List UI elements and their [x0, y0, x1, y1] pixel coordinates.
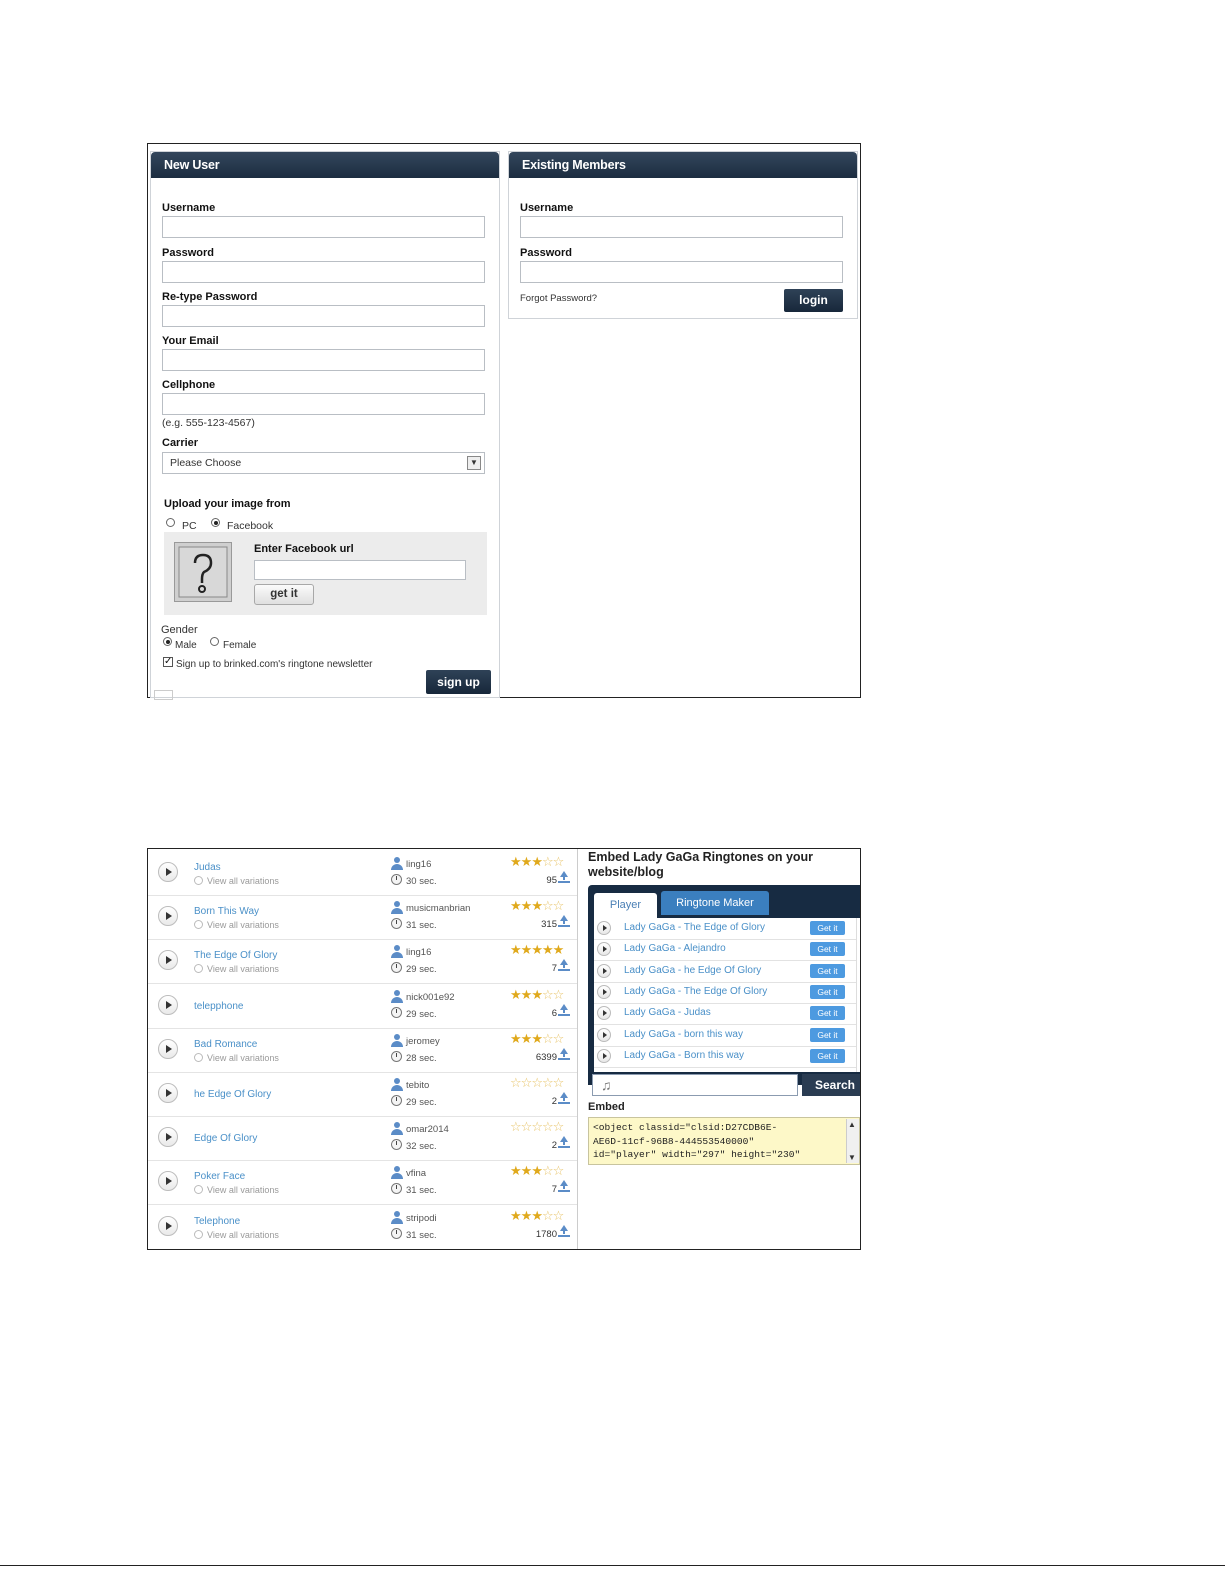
download-icon[interactable]: [558, 1092, 570, 1105]
star-icon: ☆: [541, 1163, 553, 1179]
retype-password-label: Re-type Password: [162, 291, 258, 303]
duration: 31 sec.: [406, 1229, 437, 1241]
download-stem: [563, 1230, 565, 1234]
play-button[interactable]: [158, 906, 178, 926]
embed-code-textarea[interactable]: <object classid="clsid:D27CDB6E- AE6D-11cf-96B8-444553540000" id="player" width="297" height="230": [588, 1117, 860, 1165]
clock-icon: [391, 874, 402, 885]
play-button[interactable]: [597, 1006, 611, 1020]
star-icon: ★: [510, 942, 521, 958]
clock-icon: [391, 1139, 402, 1150]
uploader-name[interactable]: vfina: [406, 1168, 427, 1180]
new-user-header: New User: [151, 152, 499, 178]
star-icon: ★: [531, 854, 542, 869]
embed-widget: [588, 885, 861, 1093]
widget-song-row: [594, 982, 856, 1004]
star-icon: ☆: [541, 1075, 553, 1090]
gender-female-label: Female: [223, 640, 257, 651]
get-it-button[interactable]: Get it: [810, 921, 845, 935]
ringtone-row: [148, 939, 577, 984]
get-it-button[interactable]: Get it: [810, 942, 845, 956]
star-icon: ☆: [552, 1207, 564, 1223]
user-icon-body: [391, 908, 403, 914]
star-icon: ★: [520, 986, 532, 1002]
download-icon[interactable]: [558, 871, 570, 884]
star-icon: ☆: [541, 1207, 553, 1223]
embed-title: Embed Lady GaGa Ringtones on your website/blog: [588, 850, 814, 879]
password-field[interactable]: [162, 261, 485, 283]
star-icon: ★: [520, 1030, 532, 1046]
email-field[interactable]: [162, 349, 485, 371]
download-icon[interactable]: [558, 1225, 570, 1238]
star-icon: ☆: [541, 854, 553, 869]
download-count: 315: [541, 919, 557, 931]
ringtone-title-link[interactable]: Judas: [194, 862, 221, 873]
star-icon: ☆: [531, 1075, 542, 1090]
facebook-url-label: Enter Facebook url: [254, 543, 354, 555]
widget-song-link[interactable]: Lady GaGa - The Edge Of Glory: [624, 985, 768, 997]
rating-stars: [510, 988, 563, 1002]
ringtone-title-link[interactable]: Edge Of Glory: [194, 1133, 258, 1145]
tab-player[interactable]: Player: [594, 893, 657, 918]
play-button[interactable]: [597, 964, 611, 978]
rating-stars: [510, 1209, 563, 1223]
gender-label: Gender: [161, 624, 198, 636]
ringtone-row: [148, 1072, 577, 1117]
download-icon[interactable]: [558, 1048, 570, 1061]
download-stem: [563, 964, 565, 968]
download-count: 7: [551, 1184, 557, 1196]
play-button[interactable]: [597, 1028, 611, 1042]
ringtone-row: [148, 984, 577, 1029]
download-stem: [563, 1009, 565, 1013]
ringtone-row: [148, 851, 577, 896]
rating-stars: [510, 855, 563, 869]
uploader-name[interactable]: ling16: [406, 859, 432, 870]
view-variations-link[interactable]: View all variations: [194, 876, 279, 886]
embed-code-scrollbar[interactable]: [846, 1119, 859, 1163]
ringtone-title-link[interactable]: Born This Way: [194, 906, 260, 918]
star-icon: ☆: [552, 1030, 564, 1046]
duration: 31 sec.: [406, 920, 437, 932]
widget-song-link[interactable]: Lady GaGa - born this way: [624, 1028, 743, 1040]
download-count: 2: [551, 1096, 557, 1107]
download-icon[interactable]: [558, 1136, 570, 1149]
gender-male-label: Male: [175, 640, 197, 651]
star-icon: ★: [520, 1163, 532, 1179]
corner-fragment: [154, 690, 173, 700]
login-password-label: Password: [520, 247, 572, 259]
star-icon: ★: [510, 898, 521, 914]
user-icon: [390, 990, 404, 1004]
star-icon: ★: [510, 1207, 521, 1223]
widget-song-row: [594, 918, 856, 940]
uploader-name[interactable]: jeromey: [406, 1035, 440, 1047]
uploader-name[interactable]: musicmanbrian: [406, 903, 471, 915]
view-variations-link[interactable]: View all variations: [194, 964, 279, 974]
cellphone-field[interactable]: [162, 393, 485, 415]
user-icon-body: [391, 997, 403, 1003]
download-stem: [563, 876, 565, 880]
user-icon-head: [394, 1211, 400, 1217]
password-label: Password: [162, 247, 214, 259]
star-icon: ★: [531, 1163, 542, 1179]
existing-members-panel: [508, 151, 858, 319]
duration: 31 sec.: [406, 1185, 437, 1197]
email-label: Your Email: [162, 335, 219, 347]
ringtone-title-link[interactable]: The Edge Of Glory: [194, 950, 278, 962]
widget-song-link[interactable]: Lady GaGa - The Edge of Glory: [624, 922, 766, 933]
user-icon-body: [391, 952, 403, 958]
carrier-label: Carrier: [162, 437, 199, 449]
widget-song-row: [594, 1025, 856, 1047]
user-icon: [390, 1211, 404, 1225]
user-icon: [390, 901, 404, 915]
rating-stars: [510, 1120, 563, 1134]
user-icon-head: [394, 1166, 400, 1172]
get-it-button[interactable]: get it: [254, 584, 314, 605]
download-base: [558, 1146, 570, 1148]
login-password-field[interactable]: [520, 261, 843, 283]
download-count: 6: [551, 1007, 557, 1019]
get-it-button[interactable]: Get it: [810, 985, 845, 999]
clock-icon: [391, 1183, 402, 1194]
star-icon: ★: [510, 1030, 521, 1046]
download-base: [558, 1102, 570, 1104]
ringtone-title-link[interactable]: Bad Romance: [194, 1038, 258, 1050]
play-button[interactable]: [158, 1216, 178, 1236]
star-icon: ☆: [541, 1030, 553, 1046]
duration: 28 sec.: [406, 1052, 437, 1064]
clock-icon: [391, 918, 402, 929]
widget-song-list: [594, 918, 861, 1072]
forgot-password-link[interactable]: Forgot Password?: [520, 293, 598, 304]
rating-stars: [510, 1164, 563, 1178]
user-icon: [390, 857, 404, 871]
widget-scrollbar[interactable]: [856, 918, 861, 1072]
download-base: [558, 925, 570, 927]
cellphone-label: Cellphone: [162, 379, 216, 391]
widget-song-row: [594, 1046, 856, 1068]
play-button[interactable]: [597, 1049, 611, 1063]
play-button[interactable]: [597, 921, 611, 935]
user-icon-head: [394, 1078, 400, 1084]
ringtone-row: [148, 895, 577, 940]
widget-song-link[interactable]: Lady GaGa - Alejandro: [624, 943, 726, 955]
download-base: [558, 1190, 570, 1192]
uploader-name[interactable]: stripodi: [406, 1212, 437, 1224]
star-icon: ★: [520, 898, 532, 914]
uploader-name[interactable]: ling16: [406, 947, 432, 959]
signup-button[interactable]: sign up: [426, 670, 491, 694]
upload-pc-label: PC: [182, 520, 197, 532]
ringtone-title-link[interactable]: Telephone: [194, 1215, 241, 1227]
ringtone-row: [148, 1205, 577, 1250]
download-icon[interactable]: [558, 959, 570, 972]
widget-song-row: [594, 961, 856, 983]
user-icon-head: [394, 990, 400, 996]
play-button[interactable]: [158, 950, 178, 970]
download-count: 1780: [535, 1228, 557, 1240]
star-icon: ☆: [510, 1075, 521, 1090]
upload-facebook-label: Facebook: [227, 520, 274, 532]
carrier-selected-value: Please Choose: [170, 457, 242, 469]
uploader-name[interactable]: tebito: [406, 1080, 430, 1091]
star-icon: ★: [531, 1030, 542, 1046]
user-icon-body: [391, 864, 403, 870]
get-it-button[interactable]: Get it: [810, 1006, 845, 1020]
duration: 29 sec.: [406, 964, 437, 976]
download-count: 2: [551, 1140, 557, 1152]
star-icon: ★: [552, 942, 564, 958]
star-icon: ★: [520, 854, 532, 869]
play-button[interactable]: [158, 1039, 178, 1059]
user-icon-head: [394, 901, 400, 907]
download-base: [558, 1058, 570, 1060]
widget-song-row: [594, 939, 856, 961]
rating-stars: [510, 1032, 563, 1046]
login-username-field[interactable]: [520, 216, 843, 238]
page-footer-rule: [0, 1565, 1225, 1566]
widget-song-link[interactable]: Lady GaGa - he Edge Of Glory: [624, 964, 762, 976]
star-icon: ★: [510, 854, 521, 869]
star-icon: ☆: [552, 986, 564, 1002]
play-button[interactable]: [158, 1171, 178, 1191]
music-note-icon: ♫: [601, 1077, 612, 1093]
ringtone-title-link[interactable]: Poker Face: [194, 1171, 246, 1183]
user-icon-head: [394, 945, 400, 951]
user-icon-head: [394, 1034, 400, 1040]
ringtone-row: [148, 1160, 577, 1205]
ringtone-row: [148, 1116, 577, 1161]
star-icon: ☆: [552, 1163, 564, 1179]
user-icon-body: [391, 1173, 403, 1179]
upload-facebook-radio[interactable]: [211, 518, 220, 527]
star-icon: ☆: [531, 1119, 542, 1135]
download-base: [558, 969, 570, 971]
play-button[interactable]: [158, 1083, 178, 1103]
widget-search-input[interactable]: [592, 1074, 798, 1096]
avatar-placeholder: [174, 542, 232, 602]
user-icon: [390, 1078, 404, 1092]
upload-label: Upload your image from: [164, 498, 291, 510]
play-button[interactable]: [158, 862, 178, 882]
star-icon: ☆: [541, 986, 553, 1002]
star-icon: ☆: [541, 1119, 553, 1135]
download-stem: [563, 1097, 565, 1101]
duration: 32 sec.: [406, 1141, 437, 1153]
widget-song-row: [594, 1003, 856, 1025]
user-icon: [390, 945, 404, 959]
star-icon: ☆: [541, 898, 553, 914]
star-icon: ☆: [520, 1075, 532, 1090]
account-screenshot: [147, 143, 861, 698]
view-variations-link[interactable]: View all variations: [194, 1230, 279, 1240]
view-variations-link[interactable]: View all variations: [194, 1185, 279, 1195]
star-icon: ☆: [552, 1075, 564, 1090]
gender-female-radio[interactable]: [210, 637, 219, 646]
ringtone-row: [148, 1028, 577, 1073]
facebook-url-field[interactable]: [254, 560, 466, 580]
download-stem: [563, 920, 565, 924]
star-icon: ★: [531, 942, 542, 958]
existing-members-header: Existing Members: [509, 152, 857, 178]
new-user-panel: [150, 151, 500, 698]
user-icon-body: [391, 1041, 403, 1047]
view-variations-link[interactable]: View all variations: [194, 1053, 279, 1063]
chevron-down-icon: ▼: [467, 456, 481, 470]
download-count: 7: [551, 963, 557, 975]
get-it-button[interactable]: Get it: [810, 1028, 845, 1042]
newsletter-label: Sign up to brinked.com's ringtone newsletter: [176, 659, 373, 670]
ringtone-list: [148, 849, 578, 1249]
download-stem: [563, 1185, 565, 1189]
star-icon: ★: [510, 986, 521, 1002]
duration: 29 sec.: [406, 1008, 437, 1020]
star-icon: ☆: [552, 854, 564, 869]
star-icon: ★: [541, 942, 553, 958]
uploader-name[interactable]: nick001e92: [406, 991, 455, 1003]
star-icon: ★: [520, 942, 532, 958]
widget-song-link[interactable]: Lady GaGa - Judas: [624, 1007, 711, 1019]
download-icon[interactable]: [558, 915, 570, 928]
username-field[interactable]: [162, 216, 485, 238]
user-icon-body: [391, 1085, 403, 1091]
user-icon-body: [391, 1218, 403, 1224]
play-button[interactable]: [158, 995, 178, 1015]
star-icon: ★: [531, 898, 542, 914]
rating-stars: [510, 899, 563, 913]
user-icon-head: [394, 1122, 400, 1128]
play-button[interactable]: [597, 942, 611, 956]
clock-icon: [391, 1051, 402, 1062]
username-label: Username: [162, 202, 216, 214]
widget-search-button[interactable]: Search: [802, 1074, 861, 1096]
download-icon[interactable]: [558, 1180, 570, 1193]
play-button[interactable]: [597, 985, 611, 999]
star-icon: ★: [520, 1207, 532, 1223]
clock-icon: [391, 1228, 402, 1239]
download-stem: [563, 1053, 565, 1057]
play-button[interactable]: [158, 1127, 178, 1147]
widget-song-link[interactable]: Lady GaGa - Born this way: [624, 1049, 745, 1061]
newsletter-checkbox[interactable]: ✓: [164, 656, 173, 667]
download-stem: [563, 1141, 565, 1145]
download-base: [558, 1235, 570, 1237]
login-username-label: Username: [520, 202, 574, 214]
star-icon: ☆: [552, 1119, 564, 1135]
download-icon[interactable]: [558, 1004, 570, 1017]
duration: 29 sec.: [406, 1097, 437, 1108]
embed-label: Embed: [588, 1101, 625, 1113]
user-icon: [390, 1166, 404, 1180]
duration: 30 sec.: [406, 876, 437, 887]
get-it-button[interactable]: Get it: [810, 1049, 845, 1063]
uploader-name[interactable]: omar2014: [406, 1124, 449, 1136]
ringtone-title-link[interactable]: telepphone: [194, 1000, 244, 1012]
download-count: 95: [546, 875, 557, 886]
clock-icon: [391, 1095, 402, 1106]
star-icon: ☆: [552, 898, 564, 914]
upload-pc-radio[interactable]: [166, 518, 175, 527]
download-base: [558, 881, 570, 883]
login-button[interactable]: login: [784, 289, 843, 312]
download-base: [558, 1014, 570, 1016]
question-mark-icon: [175, 543, 231, 601]
gender-male-radio[interactable]: [163, 637, 172, 646]
clock-icon: [391, 1007, 402, 1018]
clock-icon: [391, 962, 402, 973]
rating-stars: [510, 943, 563, 957]
get-it-button[interactable]: Get it: [810, 964, 845, 978]
retype-password-field[interactable]: [162, 305, 485, 327]
star-icon: ☆: [520, 1119, 532, 1135]
user-icon-head: [394, 857, 400, 863]
star-icon: ☆: [510, 1119, 521, 1135]
facebook-upload-box: [164, 532, 487, 615]
cellphone-hint: (e.g. 555-123-4567): [162, 417, 255, 429]
tab-ringtone-maker[interactable]: Ringtone Maker: [661, 891, 769, 915]
user-icon: [390, 1122, 404, 1136]
user-icon-body: [391, 1129, 403, 1135]
download-count: 6399: [535, 1051, 557, 1063]
ringtones-screenshot: [147, 848, 861, 1250]
carrier-select[interactable]: [162, 452, 485, 474]
star-icon: ★: [531, 986, 542, 1002]
ringtone-title-link[interactable]: he Edge Of Glory: [194, 1089, 272, 1100]
star-icon: ★: [510, 1163, 521, 1179]
view-variations-link[interactable]: View all variations: [194, 920, 279, 930]
rating-stars: [510, 1076, 563, 1090]
star-icon: ★: [531, 1207, 542, 1223]
user-icon: [390, 1034, 404, 1048]
